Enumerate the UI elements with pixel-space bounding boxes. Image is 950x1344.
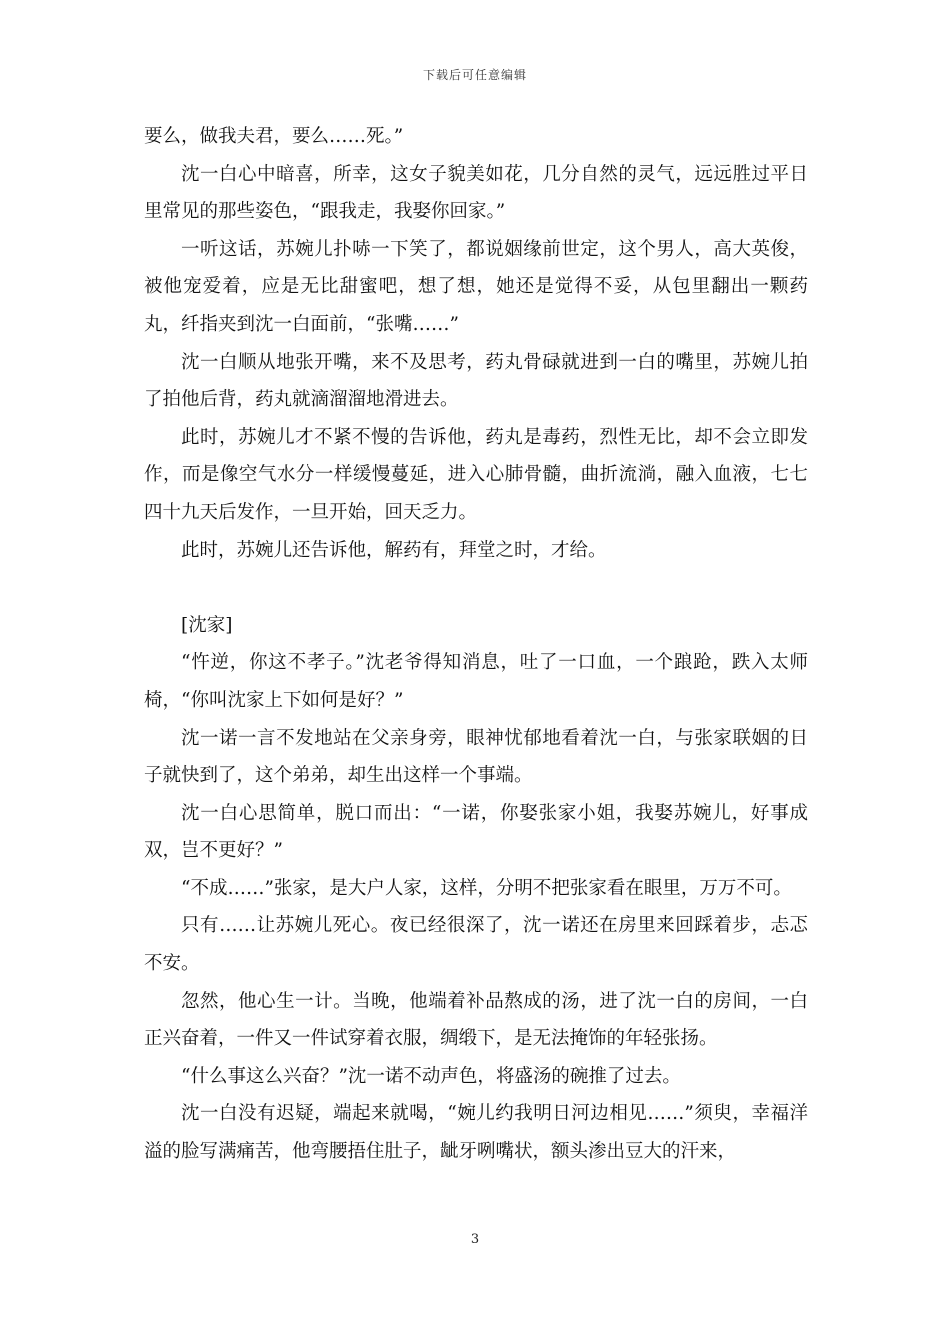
paragraph: 沈一白心思简单，脱口而出：“一诺，你娶张家小姐，我娶苏婉儿，好事成双，岂不更好？” <box>144 802 808 862</box>
page-number: 3 <box>470 1232 480 1247</box>
paragraph: 忽然，他心生一计。当晚，他端着补品熬成的汤，进了沈一白的房间，一白正兴奋着，一件又一件试穿着衣服，绸缎下，是无法掩饰的年轻张扬。 <box>144 990 808 1050</box>
paragraph: “忤逆，你这不孝子。”沈老爷得知消息，吐了一口血，一个踉跄，跌入太师椅，“你叫沈家上下如何是好？” <box>144 652 808 711</box>
paragraph: 沈一白顺从地张开嘴，来不及思考，药丸骨碌就进到一白的嘴里，苏婉儿拍了拍他后背，药丸就滴溜溜地滑进去。 <box>144 351 808 411</box>
paragraph: 一听这话，苏婉儿扑哧一下笑了，都说姻缘前世定，这个男人，高大英俊，被他宠爱着，应是无比甜蜜吧，想了想，她还是觉得不妥，从包里翻出一颗药丸，纤指夹到沈一白面前，“张嘴……” <box>144 238 808 335</box>
paragraph: 沈一白没有迟疑，端起来就喝，“婉儿约我明日河边相见……”须臾，幸福洋溢的脸写满痛苦，他弯腰捂住肚子，龇牙咧嘴状，额头渗出豆大的汗来， <box>144 1103 808 1163</box>
paragraph: “什么事这么兴奋？”沈一诺不动声色，将盛汤的碗推了过去。 <box>181 1065 681 1087</box>
paragraph: 要么，做我夫君，要么……死。” <box>144 126 404 147</box>
section-heading: [沈家] <box>181 614 233 636</box>
document-body <box>144 118 808 1171</box>
page-header: 下载后可任意编辑 <box>422 68 527 82</box>
paragraph: 此时，苏婉儿还告诉他，解药有，拜堂之时，才给。 <box>181 539 607 561</box>
paragraph: 沈一白心中暗喜，所幸，这女子貌美如花，几分自然的灵气，远远胜过平日里常见的那些姿色，“跟我走，我娶你回家。” <box>144 163 808 223</box>
paragraph: 沈一诺一言不发地站在父亲身旁，眼神忧郁地看着沈一白，与张家联姻的日子就快到了，这个弟弟，却生出这样一个事端。 <box>144 727 808 787</box>
paragraph: 只有……让苏婉儿死心。夜已经很深了，沈一诺还在房里来回踩着步，忐忑不安。 <box>144 915 808 975</box>
paragraph: 此时，苏婉儿才不紧不慢的告诉他，药丸是毒药，烈性无比，却不会立即发作，而是像空气水分一样缓慢蔓延，进入心肺骨髓，曲折流淌，融入血液，七七四十九天后发作，一旦开始，回天乏力。 <box>144 426 808 523</box>
blank-line <box>144 569 808 607</box>
paragraph: “不成……”张家，是大户人家，这样，分明不把张家看在眼里，万万不可。 <box>181 877 792 899</box>
